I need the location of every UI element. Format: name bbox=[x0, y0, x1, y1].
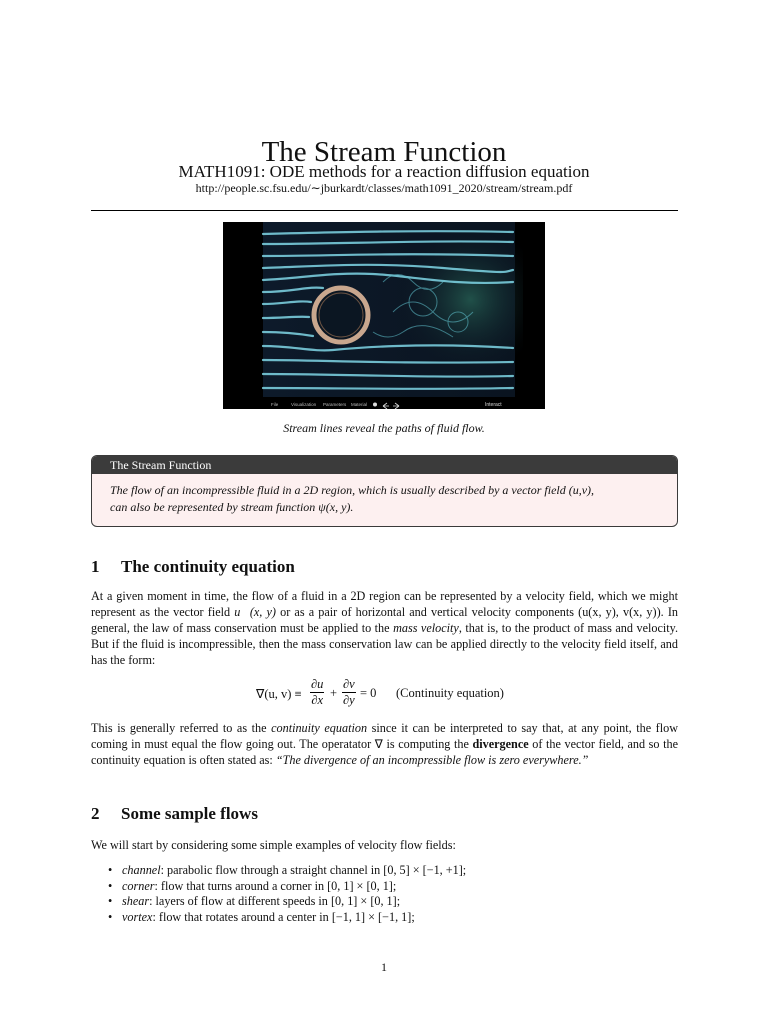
p1-text-a: At a given moment in time, the flow of a fluid in a 2D region can be represented by a velocity field, which we might represent as the vector field bbox=[91, 589, 678, 619]
list-item-name: channel bbox=[122, 863, 161, 877]
dy-denominator: ∂y bbox=[343, 693, 355, 707]
p1-mass-velocity: mass velocity bbox=[393, 621, 459, 635]
p2-text-c: of the vector field, and so the continuity equation is often stated as: bbox=[91, 737, 678, 767]
equation-rhs: = 0 bbox=[360, 686, 377, 700]
equation-label: (Continuity equation) bbox=[396, 686, 504, 700]
list-item-text: : flow that turns around a corner in [0, 1] × [0, 1]; bbox=[154, 878, 397, 893]
fraction-dv-dy bbox=[342, 677, 356, 708]
title-rule bbox=[91, 210, 678, 211]
section-1-heading bbox=[91, 557, 295, 577]
continuity-equation bbox=[0, 677, 768, 711]
du-numerator: ∂u bbox=[311, 677, 324, 691]
definition-box bbox=[91, 455, 678, 527]
list-item-text: : layers of flow at different speeds in [0, 1] × [0, 1]; bbox=[149, 894, 401, 908]
page-subtitle: MATH1091: ODE methods for a reaction diffusion equation bbox=[178, 162, 590, 181]
list-item bbox=[108, 879, 466, 895]
p1-vector: u⃗(x, y) bbox=[234, 605, 276, 619]
list-item-text: : parabolic flow through a straight channel in [0, 5] × [−1, +1]; bbox=[160, 863, 467, 877]
equation-plus: + bbox=[330, 686, 338, 700]
toolbar-visualization: Visualization bbox=[291, 402, 317, 407]
p2-text-a: This is generally referred to as the bbox=[91, 721, 272, 735]
list-item bbox=[108, 910, 466, 926]
section-2-title: Some sample flows bbox=[121, 804, 258, 823]
toolbar-file: File bbox=[271, 402, 279, 407]
section-2-heading bbox=[91, 804, 258, 824]
list-item-name: corner bbox=[122, 878, 155, 893]
section-2-number: 2 bbox=[91, 804, 100, 823]
p2-continuity-term: continuity equation bbox=[271, 721, 368, 735]
sample-flow-list bbox=[108, 863, 466, 925]
fraction-du-dx bbox=[310, 677, 324, 708]
p1-text-b: or as a pair of horizontal and vertical velocity components (u(x, y), v(x, y)). In general, the law of mass conservation must be applied to the bbox=[91, 605, 678, 635]
dx-denominator: ∂x bbox=[311, 693, 324, 707]
section-1-number: 1 bbox=[91, 557, 100, 576]
figure-caption: Stream lines reveal the paths of fluid flow. bbox=[283, 421, 485, 435]
p2-divergence: divergence bbox=[472, 737, 529, 751]
definition-line-2: can also be represented by stream function ψ(x, y). bbox=[110, 500, 354, 514]
list-item bbox=[108, 863, 466, 879]
p2-text-b: since it can be interpreted to say that, at any point, the flow coming in must equal the flow going out. The operatator ∇ is computing the bbox=[91, 721, 679, 751]
stream-lines-illustration bbox=[223, 222, 545, 409]
definition-box-title: The Stream Function bbox=[92, 456, 677, 474]
record-icon bbox=[373, 403, 377, 407]
list-item bbox=[108, 894, 466, 910]
flow-simulation-image bbox=[223, 222, 545, 409]
p1-text-c: , that is, to the product of mass and velocity. But if the fluid is incompressible, then the mass conservation law can be applied directly to the velocity field itself, and has the form: bbox=[91, 621, 678, 667]
definition-box-body bbox=[92, 474, 677, 516]
toolbar-material: Material bbox=[351, 402, 368, 407]
list-item-name: vortex bbox=[122, 909, 153, 924]
list-item-text: : flow that rotates around a center in [−1, 1] × [−1, 1]; bbox=[152, 909, 415, 924]
equation-lhs: ∇(u, v) ≡ bbox=[256, 687, 302, 701]
list-item-name: shear bbox=[122, 894, 150, 908]
toolbar-interact: Interact bbox=[485, 402, 502, 408]
page-title: The Stream Function bbox=[261, 136, 507, 168]
section-1-title: The continuity equation bbox=[121, 557, 295, 576]
document-url[interactable]: http://people.sc.fsu.edu/∼jburkardt/classes/math1091_2020/stream/stream.pdf bbox=[195, 181, 573, 195]
p2-quote: “The divergence of an incompressible flow is zero everywhere.” bbox=[275, 753, 589, 767]
page-number: 1 bbox=[381, 960, 387, 974]
section-1-paragraph-2 bbox=[91, 720, 678, 768]
section-2-intro: We will start by considering some simple examples of velocity flow fields: bbox=[91, 838, 456, 852]
section-1-paragraph-1 bbox=[91, 588, 678, 668]
dv-numerator: ∂v bbox=[343, 677, 355, 691]
definition-line-1: The flow of an incompressible fluid in a 2D region, which is usually described by a vector field (u,v), bbox=[110, 483, 595, 497]
toolbar-parameters: Parameters bbox=[323, 402, 347, 407]
